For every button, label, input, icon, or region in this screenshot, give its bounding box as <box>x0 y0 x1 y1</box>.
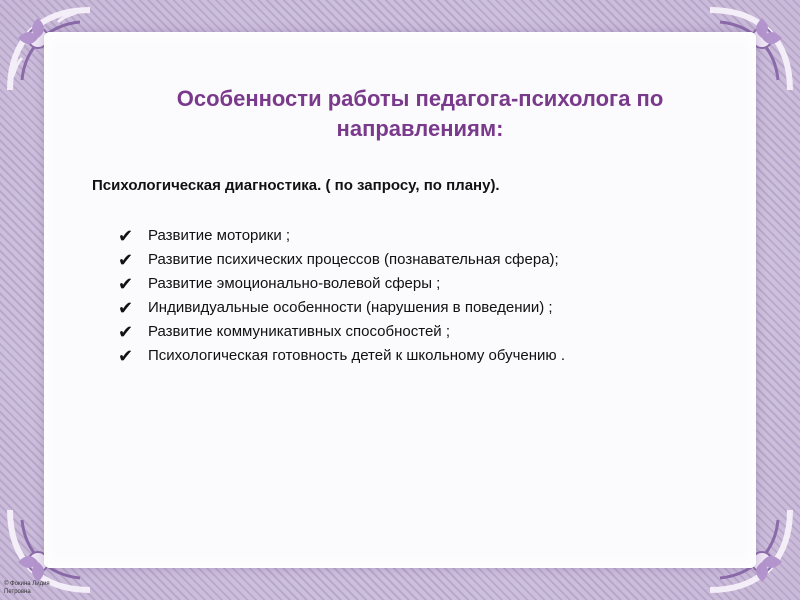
list-item-text: Развитие коммуникативных способностей ; <box>148 323 450 340</box>
list-item <box>118 272 758 296</box>
slide-subtitle: Психологическая диагностика. ( по запросу, по плану). <box>92 177 500 194</box>
checkmark-icon: ✔ <box>118 226 134 246</box>
slide-title: Особенности работы педагога-психолога по направлениям: <box>176 86 664 141</box>
checkmark-icon: ✔ <box>118 274 134 294</box>
checkmark-icon: ✔ <box>118 298 134 318</box>
credit-line: © Фокина Лидия <box>4 581 50 587</box>
list-item <box>118 248 758 272</box>
list-item-text: Психологическая готовность детей к школьному обучению . <box>148 347 565 364</box>
list-item <box>118 224 758 248</box>
author-credit <box>4 580 84 596</box>
list-item <box>118 344 758 368</box>
list-item-text: Развитие эмоционально-волевой сферы ; <box>148 275 441 292</box>
direction-list <box>118 224 758 368</box>
list-item <box>118 320 758 344</box>
list-item-text: Развитие моторики ; <box>148 227 291 244</box>
checkmark-icon: ✔ <box>118 346 134 366</box>
credit-line: Петровна <box>4 589 31 595</box>
checkmark-icon: ✔ <box>118 250 134 270</box>
list-item-text: Индивидуальные особенности (нарушения в поведении) ; <box>148 299 553 316</box>
checkmark-icon: ✔ <box>118 322 134 342</box>
list-item-text: Развитие психических процессов (познавательная сфера); <box>148 251 559 268</box>
list-item <box>118 296 758 320</box>
